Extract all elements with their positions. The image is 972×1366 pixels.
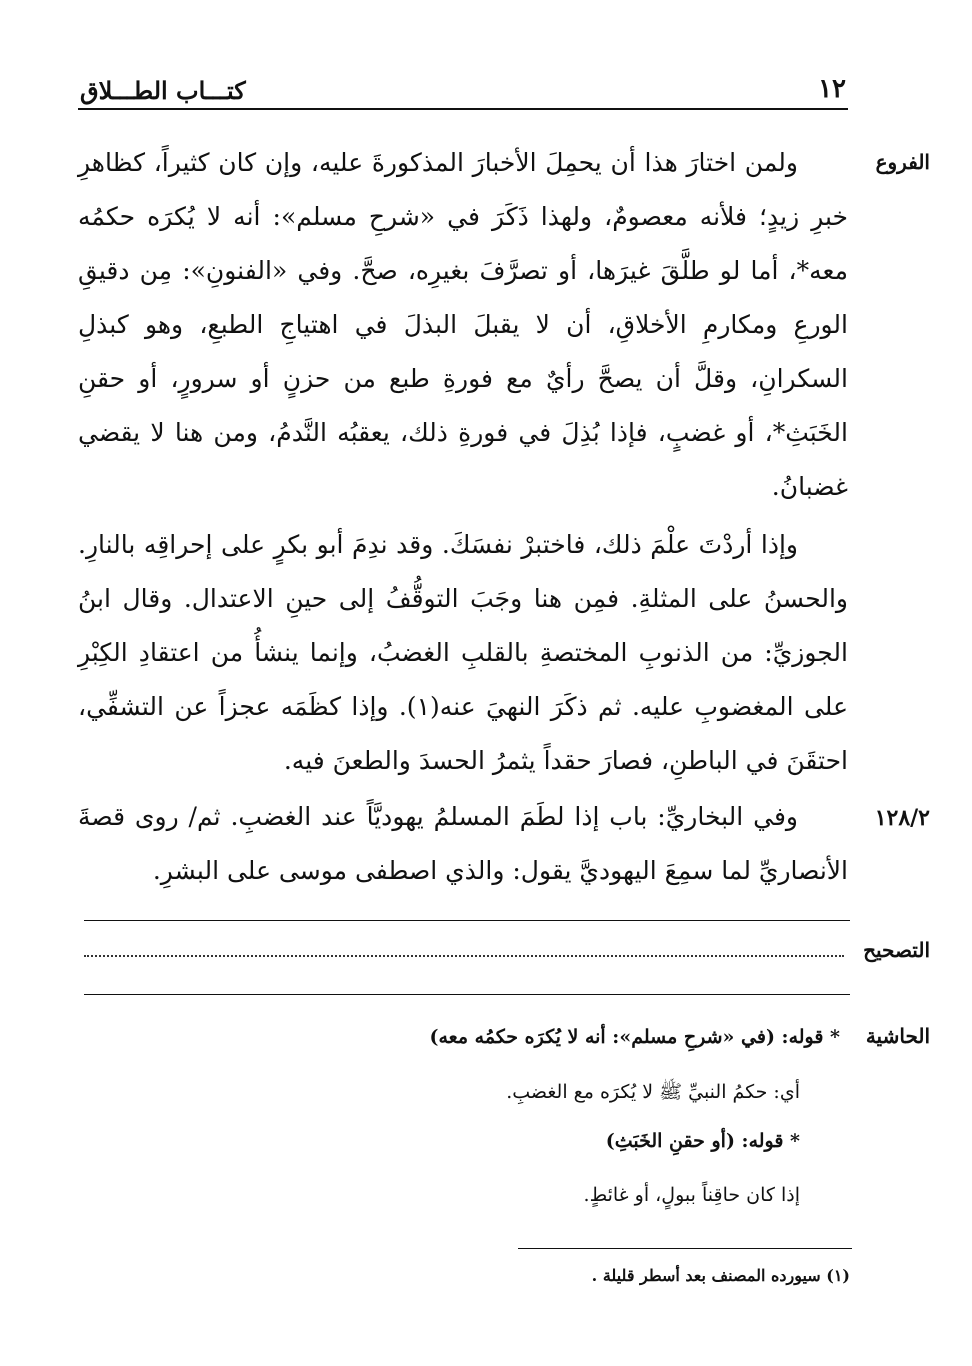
divider-bottom bbox=[84, 994, 850, 995]
paragraph-3-text: وفي البخاريِّ: باب إذا لطَمَ المسلمُ يهوديَّاً عند الغضبِ. ثم/ روى قصةَ الأنصاريِّ لما سمِعَ اليهوديَّ يقول: والذي اصطفى موسى على البشرِ. bbox=[78, 802, 848, 885]
note-2-heading: * قوله: (أو حقنِ الخَبَثِ) bbox=[605, 1130, 800, 1152]
book-title: كتـــاب الطـــلاق bbox=[80, 76, 246, 105]
footnote-1: (١) سيورده المصنف بعد أسطر قليلة . bbox=[591, 1266, 850, 1285]
correction-dotted-line bbox=[84, 955, 844, 957]
margin-label-furu: الفروع bbox=[875, 150, 930, 174]
paragraph-1 bbox=[78, 136, 848, 514]
divider-top bbox=[84, 920, 850, 921]
paragraph-1-text: ولمن اختارَ هذا أن يحمِلَ الأخبارَ المذكورةَ عليه، وإن كان كثيراً، كظاهرِ خبرِ زيدٍ؛ فلأنه معصومٌ، ولهذا ذَكَرَ في «شرحِ مسلم»: أنه لا يُكرَه حكمُه معه*، أما لو طلَّقَ غيرَها، أو تصرَّفَ بغيرِه، صحَّ. وفي «الفنونِ»: مِن دقيقِ الورعِ ومكارمِ الأخلاقِ، أن لا يقبلَ البذلَ في اهتياجِ الطبعِ، وهو كبذلِ السكرانِ، وقلَّ أن يصحَّ رأيٌ مع فورةِ طبع من حزنٍ أو سرورٍ، أو حقنِ الخَبَثِ*، أو غضبٍ، فإذا بُذِلَ في فورةِ ذلك، يعقبُه النَّدمُ، ومن هنا لا يقضي غضبانُ. bbox=[78, 148, 848, 501]
note-1-heading: * قوله: (في «شرحِ مسلم»: أنه لا يُكرَه حكمُه معه) bbox=[429, 1026, 840, 1048]
note-2-body: إذا كان حاقِناً ببولٍ، أو غائطٍ. bbox=[583, 1184, 800, 1206]
page-number: ١٢ bbox=[818, 74, 846, 104]
paragraph-2 bbox=[78, 518, 848, 788]
running-header bbox=[78, 72, 848, 110]
paragraph-2-text: وإذا أردْتَ علْمَ ذلك، فاختبرْ نفسَكَ. وقد ندِمَ أبو بكرٍ على إحراقِه بالنارِ. والحسنُ على المثلةِ. فمِن هنا وجَبَ التوقُّفُ إلى حينِ الاعتدال. وقال ابنُ الجوزيِّ: من الذنوبِ المختصةِ بالقلبِ الغضبُ، وإنما ينشأُ من اعتقادِ الكِبْرِ على المغضوبِ عليه. ثم ذكَرَ النهيَ عنه(١). وإذا كظَمَه عجزاً عن التشفِّي، احتقَنَ في الباطنِ، فصارَ حقداً يثمرُ الحسدَ والطعنَ فيه. bbox=[78, 530, 848, 775]
footnote-separator bbox=[518, 1248, 852, 1249]
margin-label-hashiya: الحاشية bbox=[865, 1024, 930, 1048]
paragraph-3 bbox=[78, 790, 848, 898]
note-1-body: أي: حكمُ النبيِّ ﷺ لا يُكرَه مع الغضبِ. bbox=[506, 1081, 800, 1103]
margin-label-tashih: التصحيح bbox=[863, 938, 930, 962]
margin-label-reference: ١٢٨/٢ bbox=[874, 805, 930, 831]
